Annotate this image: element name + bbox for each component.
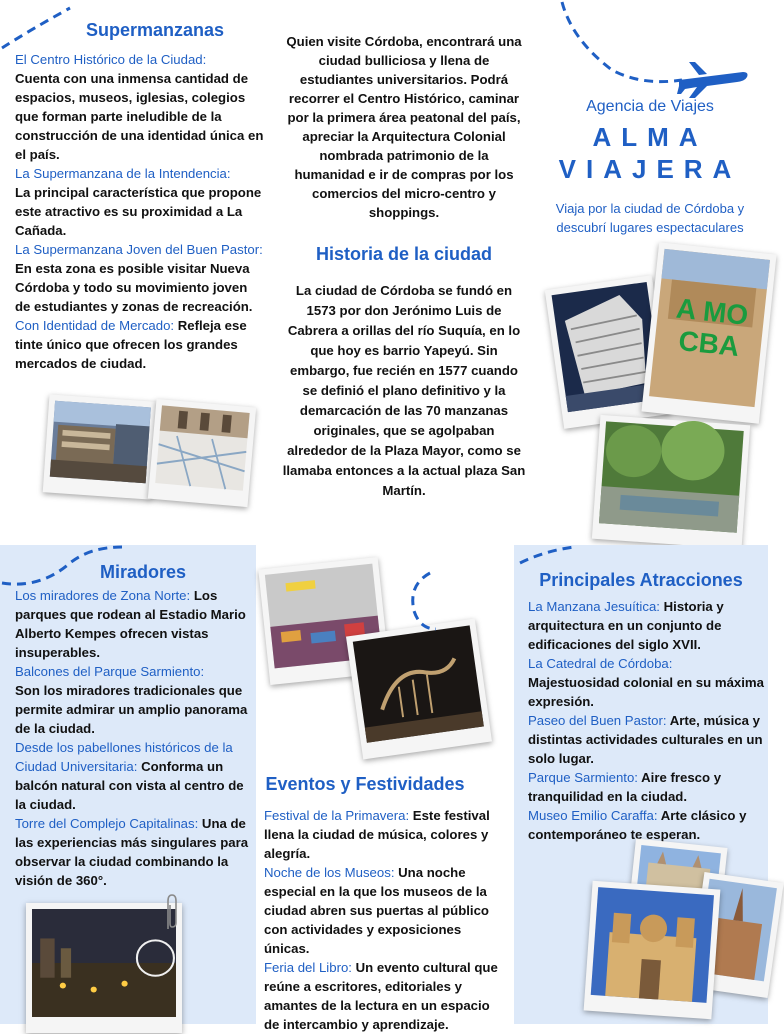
photo-plaza (148, 399, 256, 507)
item-text: Historia y arquitectura en un conjunto de edificaciones del siglo XVII. (528, 599, 724, 652)
photo-museum-dinosaur (346, 619, 492, 760)
amo-cba-sign-text: A MO CBA (674, 292, 750, 363)
item-label: Torre del Complejo Capitalinas: (15, 816, 199, 831)
list-item (528, 711, 766, 768)
eventos-title: Eventos y Festividades (265, 774, 465, 794)
brand-tagline: Viaja por la ciudad de Córdoba y descubrí lugares espectaculares (555, 201, 745, 235)
list-item (15, 586, 251, 662)
list-item (264, 863, 508, 958)
dashed-path-decoration (396, 571, 476, 631)
item-label: La Manzana Jesuítica: (528, 599, 660, 614)
list-item (528, 597, 766, 654)
list-item (15, 814, 251, 890)
item-text: Refleja ese tinte único que ofrecen los grandes mercados de ciudad. (15, 318, 247, 371)
list-item (15, 240, 265, 316)
supermanzanas-list (15, 50, 265, 373)
list-item (528, 768, 766, 806)
atracciones-panel (514, 545, 768, 1024)
photo-city-aerial (43, 394, 158, 499)
miradores-panel (0, 545, 256, 1024)
item-label: La Supermanzana de la Intendencia: (15, 166, 231, 181)
item-label: Feria del Libro: (264, 960, 352, 975)
list-item (15, 738, 251, 814)
atracciones-list (528, 597, 766, 844)
photo-city-night (26, 903, 182, 1033)
item-text: Este festival llena la ciudad de música, colores y alegría. (264, 808, 490, 861)
supermanzanas-title: Supermanzanas (85, 20, 225, 40)
item-label: Noche de los Museos: (264, 865, 395, 880)
list-item (15, 50, 265, 164)
miradores-title: Miradores (99, 562, 187, 582)
list-item (15, 662, 251, 738)
item-label: Balcones del Parque Sarmiento: (15, 664, 205, 679)
intro-history-panel (276, 0, 532, 540)
item-text: Cuenta con una inmensa cantidad de espacios, museos, iglesias, colegios que forman parte ineludible de la construcción de una identidad única en el país. (15, 71, 264, 162)
item-label: Los miradores de Zona Norte: (15, 588, 191, 603)
item-label: Desde los pabellones históricos de la Ciudad Universitaria: (15, 740, 233, 774)
item-text: Conforma un balcón natural con vista al centro de la ciudad. (15, 759, 244, 812)
photo-cathedral (584, 881, 721, 1020)
item-text: Una noche especial en la que los museos de la ciudad abren sus puertas al público con actividades y exposiciones únicas. (264, 865, 489, 956)
eventos-panel (256, 545, 514, 1032)
eventos-list (264, 806, 508, 1034)
supermanzanas-panel (0, 0, 276, 540)
paperclip-icon (164, 893, 178, 933)
agency-label: Agencia de Viajes (586, 98, 714, 115)
miradores-list (15, 586, 251, 890)
atracciones-title: Principales Atracciones (539, 570, 743, 590)
item-label: La Supermanzana Joven del Buen Pastor: (15, 242, 263, 257)
item-text: Son los miradores tradicionales que permite admirar un amplio panorama de la ciudad. (15, 683, 248, 736)
brand-panel (532, 0, 768, 540)
historia-text: La ciudad de Córdoba se fundó en 1573 por don Jerónimo Luis de Cabrera a orillas del río Suquía, en lo que hoy es barrio Yapeyú. Sin embargo, fue recién en 1577 cuando se definió el plano definitivo y la demarcación de las 70 manzanas originales, que se agolpaban alrededor de la Plaza Mayor, como se llamaba entonces a la actual plaza San Martín. (282, 283, 526, 498)
item-label: Festival de la Primavera: (264, 808, 410, 823)
item-text: Los parques que rodean al Estadio Mario Alberto Kempes ofrecen vistas insuperables. (15, 588, 246, 660)
item-label: Paseo del Buen Pastor: (528, 713, 667, 728)
item-label: Parque Sarmiento: (528, 770, 638, 785)
historia-title: Historia de la ciudad (315, 244, 493, 264)
list-item (264, 806, 508, 863)
list-item (264, 958, 508, 1034)
item-text: Una de las experiencias más singulares para observar la ciudad combinando la visión de 360°. (15, 816, 249, 888)
brand-name-line2: VIAJERA (558, 154, 742, 184)
item-label: La Catedral de Córdoba: (528, 656, 673, 671)
item-text: Un evento cultural que reúne a escritores, editoriales y amantes de la lectura en un espacio de intercambio y aprendizaje. (264, 960, 498, 1032)
list-item (15, 316, 265, 373)
item-label: Con Identidad de Mercado: (15, 318, 175, 333)
list-item (528, 806, 766, 844)
item-text: Aire fresco y tranquilidad en la ciudad. (528, 770, 722, 804)
item-label: El Centro Histórico de la Ciudad: (15, 52, 207, 67)
item-label: Museo Emilio Caraffa: (528, 808, 658, 823)
brand-name-line1: ALMA (592, 122, 708, 152)
airplane-icon (677, 58, 749, 100)
intro-text: Quien visite Córdoba, encontrará una ciudad bulliciosa y llena de estudiantes universitarios. Podrá recorrer el Centro Histórico, caminar por la primera área peatonal del país, apreciar la Arquitectura Colonial nombrada patrimonio de la humanidad e ir de compras por los comercios del micro-centro y shoppings. (286, 34, 522, 220)
item-text: Arte clásico y contemporáneo te esperan. (528, 808, 747, 842)
photo-canada-park (592, 415, 750, 549)
item-text: En esta zona es posible visitar Nueva Córdoba y todo su movimiento joven de estudiantes y zonas de recreación. (15, 261, 253, 314)
list-item (15, 164, 265, 240)
item-text: Majestuosidad colonial en su máxima expresión. (528, 675, 764, 709)
item-text: Arte, música y distintas actividades culturales en un solo lugar. (528, 713, 763, 766)
photo-amo-cba-sign (641, 242, 776, 423)
list-item (528, 654, 766, 711)
item-text: La principal característica que propone este atractivo es su proximidad a La Cañada. (15, 185, 262, 238)
